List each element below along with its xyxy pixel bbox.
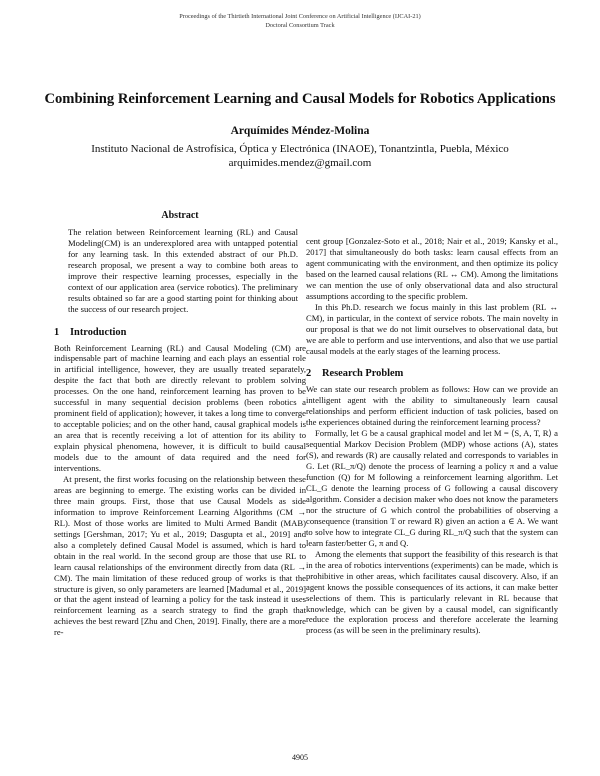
section-title: Research Problem bbox=[322, 368, 404, 380]
section-heading-research-problem bbox=[306, 369, 558, 380]
problem-paragraph-1: We can state our research problem as follows: How can we provide an intelligent agent with the ability to simultaneously learn causal relationships and perform efficient induction of task policies, based on the experiences obtained during the reinforcement learning process? bbox=[306, 384, 558, 428]
left-column bbox=[54, 211, 306, 638]
author-email: arquimides.mendez@gmail.com bbox=[228, 157, 372, 169]
intro-paragraph-continued: cent group [Gonzalez-Soto et al., 2018; Nair et al., 2019; Kansky et al., 2017] that simultaneously do both tasks: learn causal effects from an agent communicating with the environment, and then optimize its policy based on the learned causal relations (RL ↔ CM). Among the limitations we can mention the use of only observational data and also structural assumptions according to the specific problem. bbox=[306, 236, 558, 301]
proceedings-header bbox=[0, 12, 600, 30]
page-number: 4905 bbox=[292, 753, 308, 762]
abstract-text: The relation between Reinforcement learning (RL) and Causal Modeling(CM) is an underexplored area with untapped potential for any learning task. In this extended abstract of our Ph.D. research proposal, we present a way to combine both areas to improve their respective learning processes, especially in the context of our application area (service robotics). The preliminary results obtained so far are a good starting point for thinking about the success of our research project. bbox=[68, 226, 298, 314]
affiliation: Instituto Nacional de Astrofísica, Óptica y Electrónica (INAOE), Tonantzintla, Puebla, México bbox=[91, 143, 509, 155]
track-line: Doctoral Consortium Track bbox=[265, 22, 335, 29]
author-name: Arquímides Méndez-Molina bbox=[230, 125, 370, 137]
section-number: 1 bbox=[54, 326, 60, 338]
author-block bbox=[0, 142, 600, 170]
abstract-heading: Abstract bbox=[161, 210, 199, 221]
intro-paragraph-1: Both Reinforcement Learning (RL) and Causal Modeling (CM) are indispensable part of machine learning and each plays an essential role in artificial intelligence, however, they are usually treated separately, despite the fact that both are directly relevant to problem solving processes. On the one hand, reinforcement learning has proven to be successful in many sequential decision problems (been robotics a prominent field of application); however, it takes a long time to converge to acceptable policies; and on the other hand, causal graphical models is an area that is recently receiving a lot of attention for its ability to explain physical phenomena, however, it is difficult to build causal models due to the amount of data required and the need for interventions. bbox=[54, 342, 306, 474]
intro-paragraph-thesis: In this Ph.D. research we focus mainly in this last problem (RL ↔ CM), in particular, in the context of service robots. The main novelty in our proposal is that we do not limit ourselves to observational data, but we are able to perform and use interventions, and also that we use partial causal models at the early stages of the learning process. bbox=[306, 301, 558, 356]
section-title: Introduction bbox=[70, 326, 127, 338]
problem-paragraph-2: Formally, let G be a causal graphical model and let M = ⟨S, A, T, R⟩ a sequential Markov Decision Problem (MDP) whose actions (A), states (S), and rewards (R) are causally related and corresponds to variables in G. Let (RL_π/Q) denote the process of learning a policy π and a value function (Q) for M following a reinforcement learning algorithm. Let CL_G denote the learning process of G following a causal discovery algorithm. Consider a decision maker who does not know the parameters nor the structure of G which control the probabilities of observing a consequence (transition T or reward R) given an action a ∈ A. We want to solve how to integrate CL_G during RL_π/Q such that the system can learn faster/better G, π and Q. bbox=[306, 428, 558, 548]
proceedings-line: Proceedings of the Thirtieth International Joint Conference on Artificial Intelligence (IJCAI-21) bbox=[179, 13, 421, 20]
right-column bbox=[306, 236, 558, 636]
section-heading-introduction bbox=[54, 328, 306, 339]
paper-title: Combining Reinforcement Learning and Causal Models for Robotics Applications bbox=[44, 91, 556, 107]
intro-paragraph-2: At present, the first works focusing on the relationship between these areas are beginning to emerge. The existing works can be divided in three main groups. First, those that use Causal Models as side information to improve Reinforcement Learning Algorithms (CM → RL). Most of those works are limited to Multi Armed Bandit (MAB) settings [Gershman, 2017; Yu et al., 2019; Dasgupta et al., 2019] and also a completely defined Causal Model is assumed, which is hard to obtain in the real world. In the second group are those that use RL to learn causal relationships of the environment directly from data (RL → CM). The main limitation of these reduced group of works is that the structure is given, so only parameters are learned [Madumal et al., 2019] or that the agent instead of learning a policy for the task instead it uses reinforcement learning as a search strategy to find the graph that achieves the best reward [Zhu and Chen, 2019]. Finally, there are a more re- bbox=[54, 473, 306, 638]
section-number: 2 bbox=[306, 368, 312, 380]
problem-paragraph-3: Among the elements that support the feasibility of this research is that in the area of robotics interventions (experiments) can be made, which is prohibitive in other areas, which facilitates causal discovery. Also, if an agent knows the possible consequences of its actions, it can make better selections of them. This is particularly relevant in RL because that knowledge, which can be given by a causal model, can significantly reduce the exploration process and therefore accelerate the learning process (as will be seen in the preliminary results). bbox=[306, 548, 558, 636]
